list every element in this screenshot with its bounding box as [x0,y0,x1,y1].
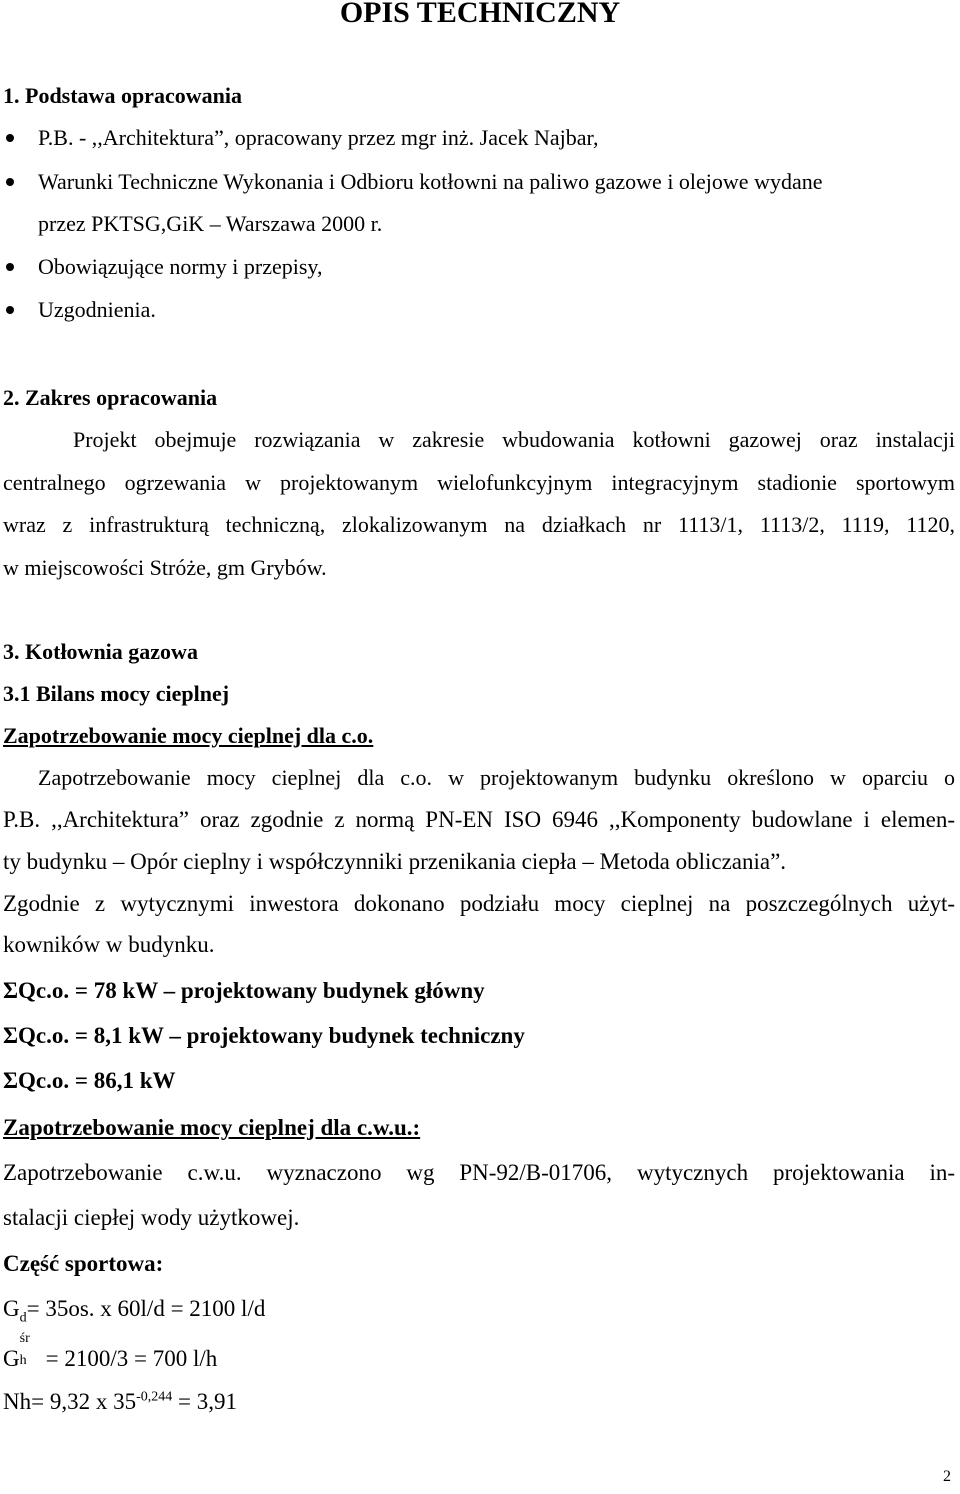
paragraph-line: Projekt obejmuje rozwiązania w zakresie wbudowania kotłowni gazowej oraz instalacji [73,427,955,452]
sum-line: ΣQc.o. = 8,1 kW – projektowany budynek techniczny [3,1023,525,1048]
bullet-item: P.B. - ,,Architektura”, opracowany przez mgr inż. Jacek Najbar, [38,125,599,150]
formula-expression: = 35os. x 60l/d = 2100 l/d [26,1296,266,1321]
bullet-item-continuation: przez PKTSG,GiK – Warszawa 2000 r. [38,211,383,236]
bullet-icon [6,263,14,271]
sum-line: ΣQc.o. = 78 kW – projektowany budynek główny [3,978,485,1003]
formula-expression: = 2100/3 = 700 l/h [45,1346,218,1371]
paragraph-line: P.B. ,,Architektura” oraz zgodnie z normą PN-EN ISO 6946 ,,Komponenty budowlane i elemen- [3,807,955,832]
document-title: OPIS TECHNICZNY [339,0,621,29]
formula-result: = 3,91 [172,1389,237,1414]
formula-symbol: G [3,1346,20,1371]
page-number: 2 [943,1468,951,1485]
bullet-icon [6,134,14,142]
paragraph-line: wraz z infrastrukturą techniczną, zlokalizowanym na działkach nr 1113/1, 1113/2, 1119, 1120, [3,512,955,537]
paragraph-line: stalacji ciepłej wody użytkowej. [3,1205,300,1230]
formula-line [3,1389,237,1415]
bullet-icon [6,178,14,186]
section-1-heading: 1. Podstawa opracowania [3,83,242,108]
cwu-heading: Zapotrzebowanie mocy cieplnej dla c.w.u.: [3,1115,421,1140]
formula-superscript: śr [19,1331,30,1346]
bullet-item: Obowiązujące normy i przepisy, [38,254,323,279]
co-heading: Zapotrzebowanie mocy cieplnej dla c.o. [3,723,374,748]
formula-subscript: d [19,1310,27,1326]
section-3-heading: 3. Kotłownia gazowa [3,639,198,664]
formula-line [3,1296,265,1327]
paragraph-line: ty budynku – Opór cieplny i współczynniki przenikania ciepła – Metoda obliczania”. [3,849,787,874]
bullet-item: Warunki Techniczne Wykonania i Odbioru kotłowni na paliwo gazowe i olejowe wydane [38,169,823,194]
section-2-heading: 2. Zakres opracowania [3,385,218,410]
bullet-icon [6,306,14,314]
paragraph-line: kowników w budynku. [3,932,215,957]
paragraph-line: Zgodnie z wytycznymi inwestora dokonano podziału mocy cieplnej na poszczególnych użyt- [3,891,955,916]
subsection-heading: 3.1 Bilans mocy cieplnej [3,681,230,706]
formula-expression: Nh= 9,32 x 35 [3,1389,137,1414]
paragraph-line: Zapotrzebowanie c.w.u. wyznaczono wg PN-92/B-01706, wytycznych projektowania in- [3,1160,955,1185]
bullet-item: Uzgodnienia. [38,297,156,322]
formula-superscript: -0,244 [136,1389,173,1405]
sum-line: ΣQc.o. = 86,1 kW [3,1068,176,1093]
paragraph-line: centralnego ogrzewania w projektowanym wielofunkcyjnym integracyjnym stadionie sportowym [3,470,955,495]
sport-heading: Część sportowa: [3,1251,164,1276]
formula-indices [19,1331,46,1368]
paragraph-line: w miejscowości Stróże, gm Grybów. [3,555,327,580]
formula-symbol: G [3,1296,20,1321]
paragraph-line: Zapotrzebowanie mocy cieplnej dla c.o. w projektowanym budynku określono w oparciu o [38,765,955,790]
formula-subscript: h [19,1353,27,1368]
formula-line [3,1331,218,1372]
